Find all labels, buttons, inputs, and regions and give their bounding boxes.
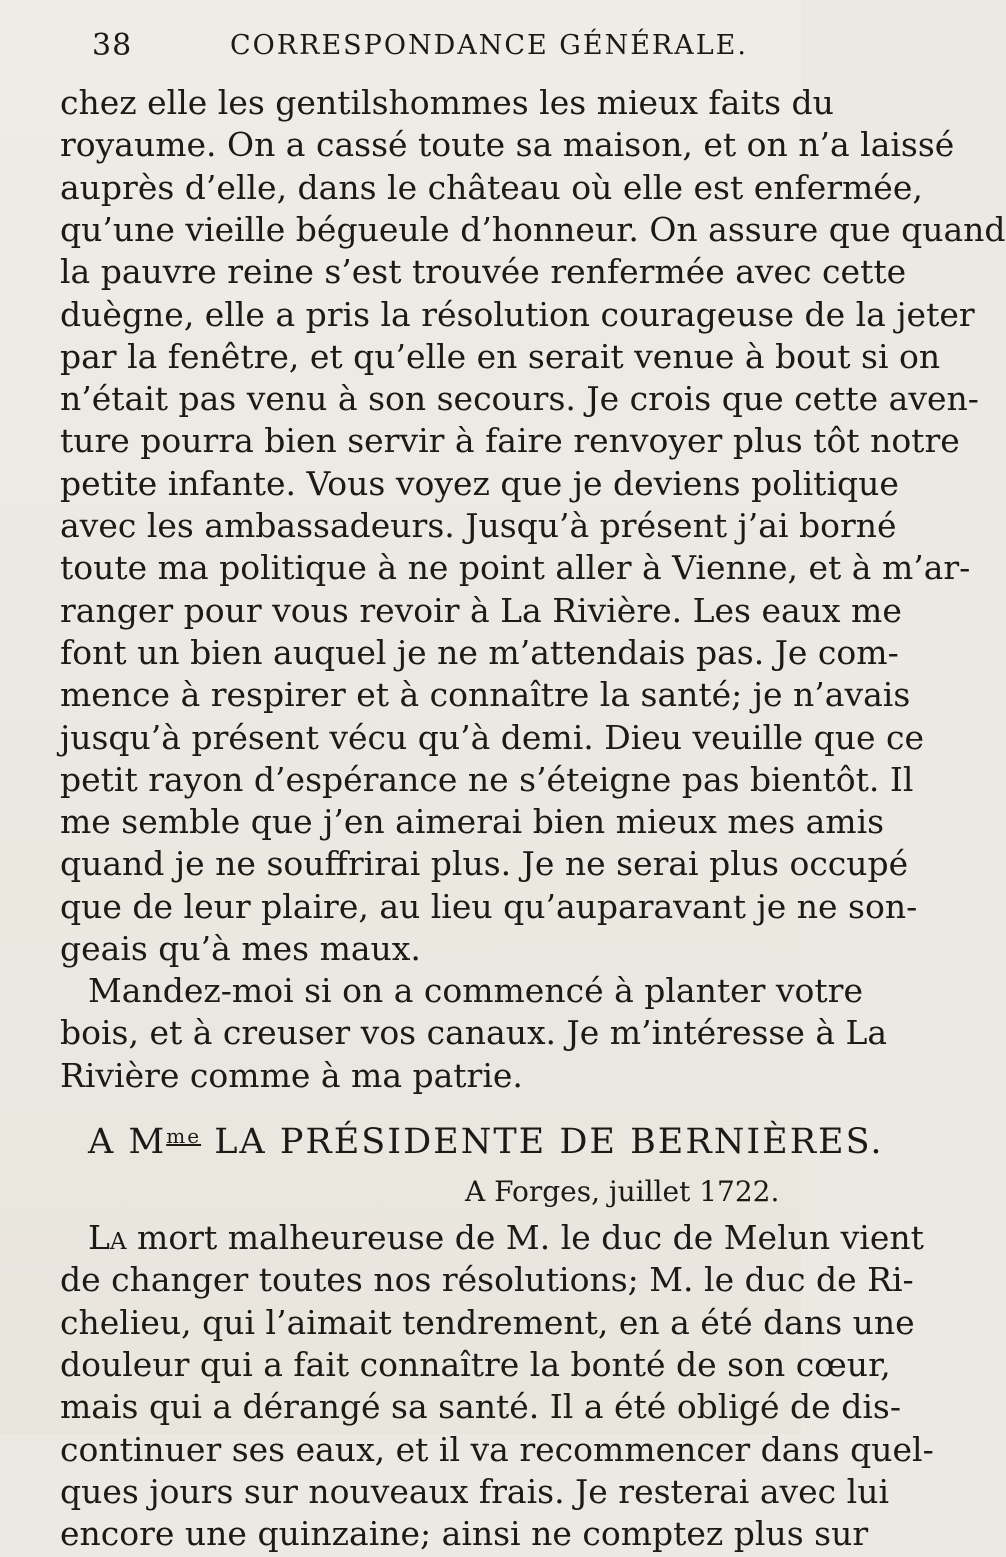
text-line [88,1215,924,1261]
opening-rest: mort malheureuse de M. le duc de Melun vient [126,1218,924,1257]
addressee-name: LA PRÉSIDENTE DE BERNIÈRES. [201,1122,884,1162]
text-line: duègne, elle a pris la résolution courageuse de la jeter [60,295,975,334]
text-line: avec les ambassadeurs. Jusqu’à présent j’ai borné [60,506,897,545]
text-line: petit rayon d’espérance ne s’éteigne pas bientôt. Il [60,760,914,799]
page-header [92,14,772,64]
text-line: quand je ne souffrirai plus. Je ne serai plus occupé [60,844,909,883]
text-line: jusqu’à présent vécu qu’à demi. Dieu veuille que ce [60,718,925,757]
addressee-prefix: A M [88,1122,167,1162]
text-line: douleur qui a fait connaître la bonté de son cœur, [60,1345,891,1384]
text-line: que de leur plaire, au lieu qu’auparavant je ne son- [60,887,918,926]
text-line: continuer ses eaux, et il va recommencer dans quel- [60,1430,934,1469]
text-line: mais qui a dérangé sa santé. Il a été obligé de dis- [60,1387,901,1426]
text-line: chez elle les gentilshommes les mieux faits du [60,83,834,122]
text-line: font un bien auquel je ne m’attendais pas. Je com- [60,633,899,672]
text-line: geais qu’à mes maux. [60,929,421,968]
addressee-title-superscript: me [166,1124,202,1148]
text-line: chelieu, qui l’aimait tendrement, en a été dans une [60,1303,915,1342]
running-title: CORRESPONDANCE GÉNÉRALE. [230,30,748,61]
text-line: toute ma politique à ne point aller à Vienne, et à m’ar- [60,548,971,587]
text-line: Mandez-moi si on a commencé à planter votre [88,971,863,1010]
text-line: me semble que j’en aimerai bien mieux mes amis [60,802,885,841]
text-line: auprès d’elle, dans le château où elle est enfermée, [60,168,923,207]
text-line: encore une quinzaine; ainsi ne comptez plus sur [60,1514,869,1553]
text-line: par la fenêtre, et qu’elle en serait venue à bout si on [60,337,941,376]
text-line: Rivière comme à ma patrie. [60,1056,523,1095]
opening-smallcaps: La [88,1218,127,1257]
text-line: la pauvre reine s’est trouvée renfermée avec cette [60,252,907,291]
text-line: qu’une vieille bégueule d’honneur. On assure que quand [60,210,1006,249]
text-line: n’était pas venu à son secours. Je crois que cette aven- [60,379,979,418]
text-line: royaume. On a cassé toute sa maison, et on n’a laissé [60,125,955,164]
text-line: bois, et à creuser vos canaux. Je m’intéresse à La [60,1013,888,1052]
text-line: mence à respirer et à connaître la santé; je n’avais [60,675,911,714]
letter-dateline: A Forges, juillet 1722. [465,1175,780,1208]
text-line: ranger pour vous revoir à La Rivière. Les eaux me [60,591,902,630]
letter-addressee-heading [88,1111,884,1162]
text-line: de changer toutes nos résolutions; M. le duc de Ri- [60,1260,914,1299]
text-line: petite infante. Vous voyez que je deviens politique [60,464,899,503]
text-line: ture pourra bien servir à faire renvoyer plus tôt notre [60,421,960,460]
text-line: ques jours sur nouveaux frais. Je resterai avec lui [60,1472,889,1511]
page-number: 38 [92,28,133,63]
